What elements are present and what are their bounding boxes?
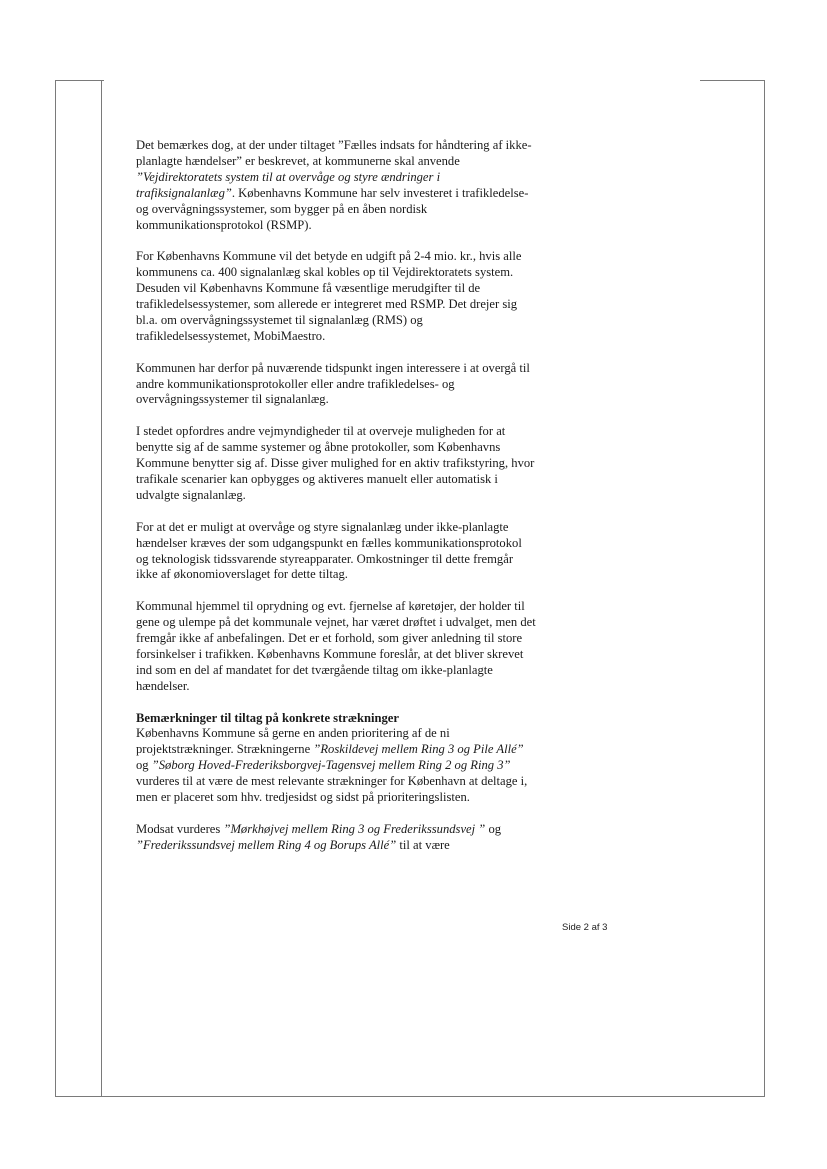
text-run: Kommunal hjemmel til oprydning og evt. fjernelse af køretøjer, der holder til gene og ulempe på det kommunale vejnet, har været drøftet i udvalget, men det fremgår ikke af anbefalingen. Det er et forhold, som giver anledning til store forsinkelser i trafikken. Københavns Kommune foreslår, at det bliver skrevet ind som en del af mandatet for det tværgående tiltag om ikke-planlagte hændelser. [136,599,536,693]
paragraph-3 [136,361,536,409]
text-run: og [485,821,502,836]
text-run: vurderes til at være de mest relevante strækninger for København at deltage i, men er placeret som hhv. tredjesidst og sidst på prioriteringslisten. [136,774,528,805]
page-number: Side 2 af 3 [562,922,608,933]
text-run: til at være [396,837,450,852]
page-frame-bottom-line [55,1096,765,1097]
section-paragraph-1 [136,711,536,806]
paragraph-5 [136,520,536,584]
text-run: . Københavns Kommune har selv investeret i trafikledelse- og overvågningssystemer, som bygger på en åben nordisk kommunikationsprotokol (RSMP). [136,185,529,232]
paragraph-2 [136,249,536,344]
text-run: Modsat vurderes [136,821,224,836]
text-run: For at det er muligt at overvåge og styre signalanlæg under ikke-planlagte hændelser kræves der som udgangspunkt en fælles kommunikationsprotokol og teknologisk tidssvarende styreapparater. Omkostninger til dette fremgår ikke af økonomioverslaget for dette tiltag. [136,519,522,582]
page-frame-margin-line [101,80,102,1096]
text-run-italic: ”Roskildevej mellem Ring 3 og Pile Allé” [313,742,524,757]
section-heading: Bemærkninger til tiltag på konkrete strækninger [136,710,399,725]
text-run-italic: ”Vejdirektoratets system til at overvåge og styre ændringer i trafiksignalanlæg” [136,169,441,200]
paragraph-6 [136,599,536,694]
text-run: Kommunen har derfor på nuværende tidspunkt ingen interessere i at overgå til andre kommunikationsprotokoller eller andre trafikledelses- og overvågningssystemer til signalanlæg. [136,360,530,407]
paragraph-1 [136,138,536,233]
text-run-italic: ”Frederikssundsvej mellem Ring 4 og Borups Allé” [136,837,397,852]
text-run: Københavns Kommune så gerne en anden prioritering af de ni projektstrækninger. Strækningerne [136,726,450,757]
document-body [136,138,536,870]
text-run-italic: ”Søborg Hoved-Frederiksborgvej-Tagensvej mellem Ring 2 og Ring 3” [151,758,511,773]
paragraph-4 [136,424,536,504]
text-run: Det bemærkes dog, at der under tiltaget ”Fælles indsats for håndtering af ikke-planlagte hændelser” er beskrevet, at kommunerne skal anvende [136,138,532,168]
page-frame-top-gap [104,76,700,84]
page-frame-left-line [55,80,56,1096]
text-run: I stedet opfordres andre vejmyndigheder til at overveje muligheden for at benytte sig af de samme systemer og åbne protokoller, som Københavns Kommune benytter sig af. Disse giver mulighed for en aktiv trafikstyring, hvor trafikale scenarier kan opbygges og aktiveres manuelt eller automatisk i udvalgte signalanlæg. [136,424,535,502]
text-run-italic: ”Mørkhøjvej mellem Ring 3 og Frederikssundsvej ” [223,821,486,836]
section-paragraph-2 [136,822,536,854]
text-run: og [136,758,152,773]
text-run: For Københavns Kommune vil det betyde en udgift på 2-4 mio. kr., hvis alle kommunens ca. 400 signalanlæg skal kobles op til Vejdirektoratets system. Desuden vil Københavns Kommune få væsentlige merudgifter til de trafikledelsessystemer, som allerede er integreret med RSMP. Det drejer sig bl.a. om overvågningssystemet til signalanlæg (RMS) og trafikledelsessystemet, MobiMaestro. [136,249,522,343]
page-frame-right-line [764,80,765,1096]
